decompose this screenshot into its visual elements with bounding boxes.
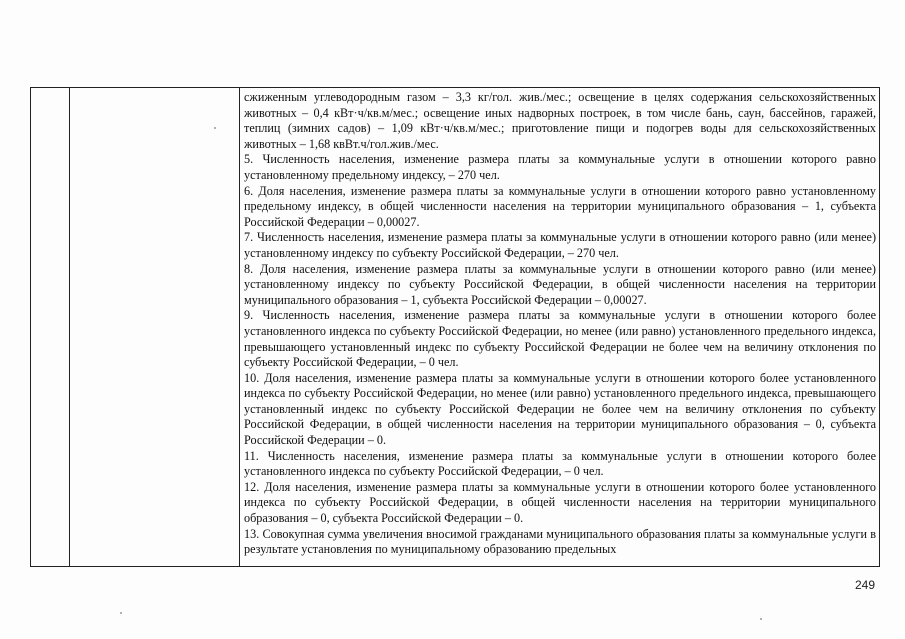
table-column-divider-2 <box>239 88 240 566</box>
paragraph-item-7: 7. Численность населения, изменение размера платы за коммунальные услуги в отношении которого равно (или менее) установленному индексу по субъекту Российской Федерации, – 270 чел. <box>244 230 876 260</box>
scan-speck <box>760 618 762 620</box>
table-cell-text <box>244 90 876 558</box>
table-column-divider-1 <box>69 88 70 566</box>
paragraph-item-11: 11. Численность населения, изменение размера платы за коммунальные услуги в отношении которого более установленного индекса по субъекту Российской Федерации, – 0 чел. <box>244 448 876 479</box>
paragraph-item-8: 8. Доля населения, изменение размера платы за коммунальные услуги в отношении которого равно (или менее) установленному индексу по субъекту Российской Федерации, в общей численности населения на территории муниципального образования – 1, субъекта Российской Федерации – 0,00027. <box>244 261 876 307</box>
paragraph-item-12: 12. Доля населения, изменение размера платы за коммунальные услуги в отношении которого более установленного индекса по субъекту Российской Федерации, в общей численности населения на территории муниципального образования – 0, субъекта Российской Федерации – 0. <box>244 479 876 526</box>
scan-speck <box>120 612 122 614</box>
paragraph-item-9: 9. Численность населения, изменение размера платы за коммунальные услуги в отношении которого более установленного индекса по субъекту Российской Федерации, но менее (или равно) установленного предельного индекса, превышающего установленный индекс по субъекту Российской Федерации не более чем на величину отклонения по субъекту Российской Федерации, – 0 чел. <box>244 308 876 370</box>
paragraph-continuation: сжиженным углеводородным газом – 3,3 кг/гол. жив./мес.; освещение в целях содержания сельскохозяйственных животных – 0,4 кВт·ч/кв.м/мес.; освещение иных надворных построек, в том числе бань, саун, бассейнов, гаражей, теплиц (зимних садов) – 1,09 кВт·ч/кв.м/мес.; приготовление пищи и подогрев воды для сельскохозяйственных животных – 1,68 квВт.ч/гол.жив./мес. <box>244 90 876 151</box>
paragraph-item-10: 10. Доля населения, изменение размера платы за коммунальные услуги в отношении которого более установленного индекса по субъекту Российской Федерации, но менее (или равно) установленного предельного индекса, превышающего установленный индекс по субъекту Российской Федерации не более чем на величину отклонения по субъекту Российской Федерации, в общей численности населения на территории муниципального образования – 0, субъекта Российской Федерации – 0. <box>244 370 876 448</box>
paragraph-item-13: 13. Совокупная сумма увеличения вносимой гражданами муниципального образования платы за коммунальные услуги в результате установления по муниципальному образованию предельных <box>244 526 876 557</box>
scan-speck <box>214 127 216 129</box>
paragraph-item-6: 6. Доля населения, изменение размера платы за коммунальные услуги в отношении которого равно установленному предельному индексу, в общей численности населения на территории муниципального образования – 1, субъекта Российской Федерации – 0,00027. <box>244 183 876 229</box>
page-number: 249 <box>854 578 875 592</box>
paragraph-item-5: 5. Численность населения, изменение размера платы за коммунальные услуги в отношении которого равно установленному предельному индексу, – 270 чел. <box>244 152 876 182</box>
